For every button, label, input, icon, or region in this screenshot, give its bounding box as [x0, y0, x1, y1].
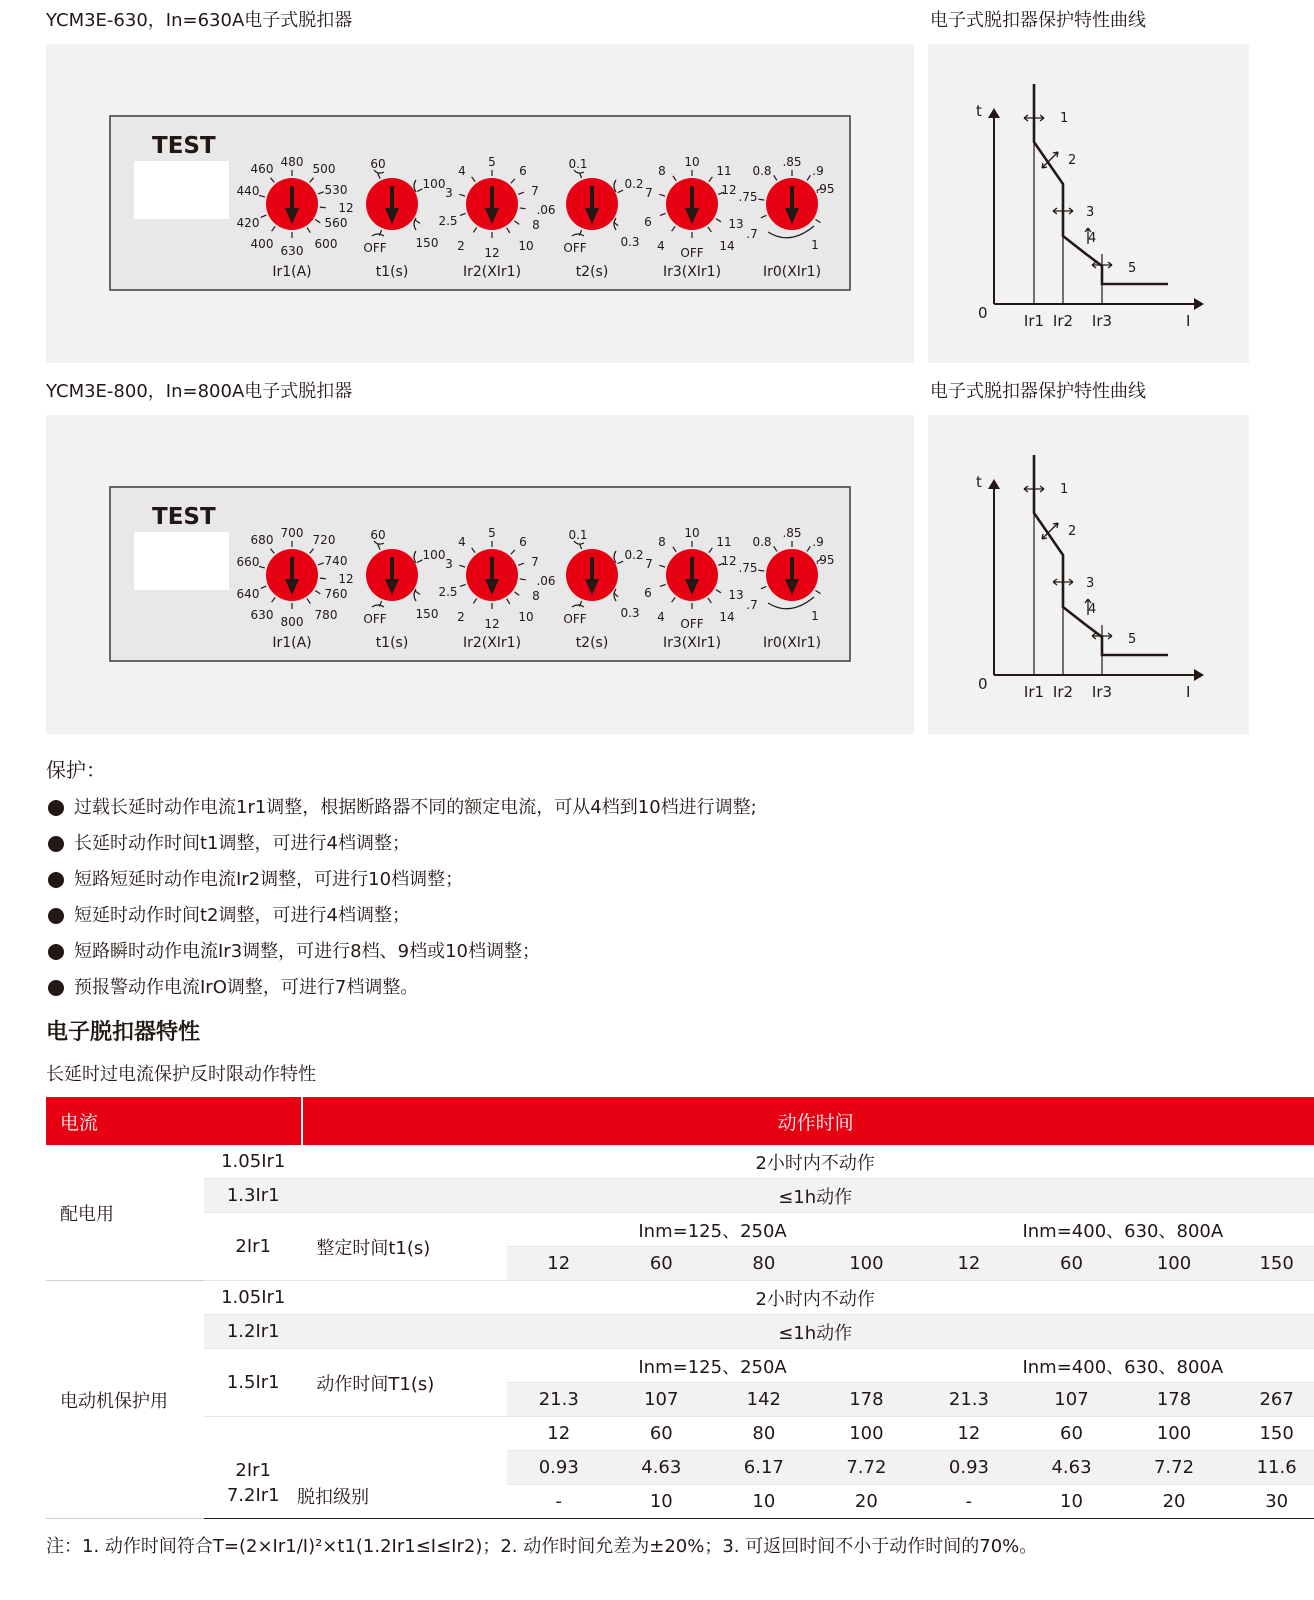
- dial-tick-label: 680: [250, 533, 274, 547]
- curve-group: [976, 455, 1204, 701]
- dial-tick-label: 0.3: [620, 235, 640, 249]
- origin-label: 0: [978, 675, 988, 693]
- dial-tick-label: 740: [324, 554, 348, 568]
- dial-tick-label: 150: [415, 607, 439, 621]
- table-row: [46, 1145, 1314, 1179]
- dial-tick-label: 3: [445, 557, 453, 571]
- table-cell: 150: [1225, 1247, 1314, 1281]
- zone-label: 4: [1088, 602, 1097, 617]
- bullet-icon: [48, 980, 64, 996]
- table-cell: 30: [1225, 1485, 1314, 1519]
- y-axis-arrow-icon: [988, 108, 1000, 118]
- x-tick-label: Ir3: [1091, 312, 1113, 330]
- table-cell: 142: [713, 1383, 816, 1417]
- dial-tick-label: 4: [458, 535, 466, 549]
- dial-tick-mark: [758, 199, 764, 200]
- table-row: [46, 1179, 1314, 1213]
- table-cell: 12: [918, 1247, 1021, 1281]
- footnote: 注：1. 动作时间符合T=(2×Ir1/I)²×t1(1.2Ir1≤I≤Ir2)；2. 动作时间允差为±20%；3. 可返回时间不小于动作时间的70%。: [46, 1536, 1038, 1557]
- dial-tick-label: .75: [738, 561, 758, 575]
- table-cell: 6.17: [713, 1451, 816, 1485]
- table-cell: ≤1h动作: [302, 1179, 1314, 1213]
- trip-curve-line: [1034, 455, 1168, 655]
- y-axis-label: t: [976, 102, 982, 120]
- section-subtitle: 长延时过电流保护反时限动作特性: [46, 1064, 316, 1085]
- dial-tick-mark: [520, 208, 526, 209]
- zone-label: 1: [1060, 482, 1069, 497]
- dial-tick-label: 7: [531, 184, 539, 198]
- zone-label: 5: [1128, 261, 1137, 276]
- table-row: [46, 1281, 1314, 1315]
- table-cell: 60: [610, 1417, 713, 1451]
- dial-tick-label: OFF: [680, 617, 704, 631]
- dial-caption: Ir3(XIr1): [662, 635, 722, 651]
- dial-caption: Ir1(A): [272, 264, 312, 280]
- dial-tick-label: 400: [250, 237, 274, 251]
- list-item: [46, 826, 757, 862]
- dial-tick-label: 3: [445, 186, 453, 200]
- dial-tick-label: 480: [280, 155, 304, 169]
- group-label: 配电用: [46, 1145, 204, 1281]
- protection-title: 保护：: [46, 758, 106, 782]
- dial-tick-label: 7: [645, 186, 653, 200]
- dial-tick-label: 1: [811, 609, 819, 623]
- table-cell: 1.3Ir1: [204, 1179, 302, 1213]
- dial-tick-label: 2: [457, 239, 465, 253]
- dial-tick-label: 8: [658, 164, 666, 178]
- zone-label: 3: [1086, 205, 1095, 220]
- table-cell: -: [918, 1485, 1021, 1519]
- dial-tick-label: 2: [457, 610, 465, 624]
- table-cell: 80: [713, 1247, 816, 1281]
- trip-unit-faceplate: [46, 415, 914, 734]
- zone-label: 2: [1068, 524, 1077, 539]
- dial-tick-label: 13: [728, 217, 744, 231]
- dial-tick-label: .85: [782, 155, 802, 169]
- dial-tick-label: 100: [422, 177, 446, 191]
- dial-caption: Ir3(XIr1): [662, 264, 722, 280]
- dial-tick-label: 0.2: [624, 548, 644, 562]
- table-cell: 1.5Ir1: [204, 1349, 302, 1417]
- table-row: [46, 1417, 1314, 1451]
- dial-caption: t1(s): [375, 264, 409, 280]
- y-axis-arrow-icon: [988, 479, 1000, 489]
- dial-tick-mark: [320, 207, 326, 208]
- panel-title: YCM3E-630，In=630A电子式脱扣器: [46, 10, 353, 31]
- x-tick-label: Ir2: [1052, 683, 1074, 701]
- x-tick-label: Ir1: [1023, 683, 1045, 701]
- table-cell: 12: [507, 1247, 610, 1281]
- curve-group: [976, 84, 1204, 330]
- list-item-text: 短延时动作时间t2调整，可进行4档调整；: [74, 905, 410, 926]
- dial-tick-label: 630: [280, 244, 304, 258]
- dial-tick-label: 700: [280, 526, 304, 540]
- table-cell: 178: [815, 1383, 918, 1417]
- protection-list: [46, 790, 757, 1006]
- dial-tick-label: 60: [370, 157, 386, 171]
- dial-tick-label: .06: [536, 203, 556, 217]
- characteristics-table: [46, 1097, 1314, 1519]
- table-row: [46, 1213, 1314, 1247]
- table-row: [46, 1349, 1314, 1383]
- dial-tick-label: 0.3: [620, 606, 640, 620]
- dial-tick-label: 8: [532, 218, 540, 232]
- x-tick-label: Ir1: [1023, 312, 1045, 330]
- dial-tick-label: 12: [484, 617, 500, 631]
- dial-caption: Ir1(A): [272, 635, 312, 651]
- table-cell: 12: [918, 1417, 1021, 1451]
- dial-tick-label: .85: [782, 526, 802, 540]
- table-cell: 100: [815, 1417, 918, 1451]
- dial-tick-label: 600: [314, 237, 338, 251]
- bullet-icon: [48, 800, 64, 816]
- table-cell: 20: [815, 1485, 918, 1519]
- dial-tick-label: 12: [338, 572, 354, 586]
- dial-tick-label: OFF: [563, 612, 587, 626]
- test-window: [134, 161, 229, 219]
- dial-tick-label: 7: [645, 557, 653, 571]
- table-cell: 100: [815, 1247, 918, 1281]
- table-cell: Inm=400、630、800A: [918, 1349, 1314, 1383]
- table-cell: 12: [507, 1417, 610, 1451]
- dial-tick-label: 7: [531, 555, 539, 569]
- dial-tick-label: 10: [518, 239, 534, 253]
- table-header-row: [46, 1097, 1314, 1145]
- dial-tick-mark: [758, 570, 764, 571]
- table-cell: 2Ir1: [204, 1213, 302, 1281]
- dial-tick-label: 12: [721, 554, 737, 568]
- dial-tick-label: 760: [324, 587, 348, 601]
- table-cell: 150: [1225, 1417, 1314, 1451]
- dial-tick-label: .7: [746, 227, 758, 241]
- table-cell: 11.6: [1225, 1451, 1314, 1485]
- table-cell: 10: [1020, 1485, 1123, 1519]
- table-cell: 21.3: [507, 1383, 610, 1417]
- table-row: [46, 1315, 1314, 1349]
- dial-tick-mark: [320, 578, 326, 579]
- dial-tick-label: 0.8: [752, 164, 772, 178]
- list-item: [46, 934, 757, 970]
- dial-tick-label: 800: [280, 615, 304, 629]
- group-label: 电动机保护用: [46, 1281, 204, 1519]
- table-cell: 7.72: [1123, 1451, 1226, 1485]
- dial-tick-label: 2.5: [438, 585, 458, 599]
- dial-tick-label: 12: [338, 201, 354, 215]
- trip-unit-panel: [46, 415, 914, 734]
- x-tick-label: Ir2: [1052, 312, 1074, 330]
- table-cell: Inm=125、250A: [507, 1349, 917, 1383]
- dial-tick-label: OFF: [680, 246, 704, 260]
- table-cell: 267: [1225, 1383, 1314, 1417]
- dial-caption: t2(s): [575, 635, 609, 651]
- dial-tick-label: 720: [312, 533, 336, 547]
- header-time: 动作时间: [302, 1097, 1314, 1145]
- table-cell: 10: [610, 1485, 713, 1519]
- curve-title: 电子式脱扣器保护特性曲线: [930, 10, 1146, 31]
- dial-tick-label: 13: [728, 588, 744, 602]
- dial-tick-label: 12: [721, 183, 737, 197]
- panel-title: YCM3E-800，In=800A电子式脱扣器: [46, 381, 353, 402]
- list-item-text: 长延时动作时间t1调整，可进行4档调整；: [74, 833, 410, 854]
- table-cell: 2小时内不动作: [302, 1145, 1314, 1179]
- table-cell: 7.72: [815, 1451, 918, 1485]
- table-cell: ≤1h动作: [302, 1315, 1314, 1349]
- y-axis-label: t: [976, 473, 982, 491]
- zone-label: 5: [1128, 632, 1137, 647]
- dial-tick-label: 4: [657, 239, 665, 253]
- dial-tick-label: 10: [684, 155, 700, 169]
- dial-caption: Ir2(XIr1): [462, 264, 522, 280]
- curve-panel: [928, 44, 1249, 363]
- dial-tick-label: 150: [415, 236, 439, 250]
- dial-tick-label: 12: [484, 246, 500, 260]
- dial-caption: t1(s): [375, 635, 409, 651]
- table-cell: 整定时间t1(s): [302, 1213, 507, 1281]
- table-cell: 4.63: [1020, 1451, 1123, 1485]
- dial-tick-label: 660: [236, 555, 260, 569]
- dial-tick-label: 440: [236, 184, 260, 198]
- dial-caption: Ir0(XIr1): [762, 635, 822, 651]
- trip-curve-line: [1034, 84, 1168, 284]
- dial-tick-label: 11: [716, 164, 732, 178]
- table-cell: 107: [1020, 1383, 1123, 1417]
- dial-tick-label: 4: [657, 610, 665, 624]
- dial-tick-label: 6: [519, 535, 527, 549]
- trip-unit-panel: [46, 44, 914, 363]
- dial-tick-label: 560: [324, 216, 348, 230]
- zone-label: 4: [1088, 231, 1097, 246]
- dial-tick-label: .06: [536, 574, 556, 588]
- dial-caption: t2(s): [575, 264, 609, 280]
- dial-tick-label: 500: [312, 162, 336, 176]
- x-tick-label: Ir3: [1091, 683, 1113, 701]
- dial-tick-label: 6: [519, 164, 527, 178]
- table-cell: 100: [1123, 1417, 1226, 1451]
- section-title: 电子脱扣器特性: [46, 1020, 201, 1045]
- curve-title: 电子式脱扣器保护特性曲线: [930, 381, 1146, 402]
- table-cell: 60: [1020, 1247, 1123, 1281]
- dial-tick-label: OFF: [363, 241, 387, 255]
- table-cell: 178: [1123, 1383, 1226, 1417]
- table-cell: 2Ir1: [235, 1459, 272, 1481]
- dial-tick-label: .95: [815, 553, 835, 567]
- list-item: [46, 790, 757, 826]
- table-row: [46, 1485, 1314, 1519]
- dial-tick-label: 0.1: [568, 157, 588, 171]
- dial-tick-label: 5: [488, 526, 496, 540]
- table-cell: 1.05Ir1: [204, 1281, 302, 1315]
- list-item: [46, 970, 757, 1006]
- dial-tick-label: 2.5: [438, 214, 458, 228]
- table-cell: 107: [610, 1383, 713, 1417]
- table-cell: 2小时内不动作: [302, 1281, 1314, 1315]
- trip-class-label: 脱扣级别: [297, 1487, 369, 1508]
- dial-tick-label: 780: [314, 608, 338, 622]
- origin-label: 0: [978, 304, 988, 322]
- dial-tick-label: 640: [236, 587, 260, 601]
- table-cell: 60: [1020, 1417, 1123, 1451]
- dial-tick-label: 6: [644, 586, 652, 600]
- zone-label: 3: [1086, 576, 1095, 591]
- x-axis-label: I: [1186, 312, 1191, 330]
- dial-tick-label: 1: [811, 238, 819, 252]
- dial-tick-label: 8: [532, 589, 540, 603]
- bullet-icon: [48, 944, 64, 960]
- dial-tick-label: .9: [812, 535, 824, 549]
- table-cell: 1.2Ir1: [204, 1315, 302, 1349]
- test-label: TEST: [152, 504, 216, 530]
- trip-unit-faceplate: [46, 44, 914, 363]
- dial-tick-label: .75: [738, 190, 758, 204]
- header-current: 电流: [46, 1097, 302, 1145]
- dial-tick-label: .7: [746, 598, 758, 612]
- test-window: [134, 532, 229, 590]
- list-item-text: 短路瞬时动作电流Ir3调整，可进行8档、9档或10档调整；: [74, 941, 540, 962]
- dial-tick-label: 60: [370, 528, 386, 542]
- dial-tick-label: 10: [684, 526, 700, 540]
- dial-tick-label: OFF: [363, 612, 387, 626]
- dial-tick-label: 6: [644, 215, 652, 229]
- zone-label: 2: [1068, 153, 1077, 168]
- dial-tick-label: 420: [236, 216, 260, 230]
- list-item-text: 过载长延时动作电流1r1调整，根据断路器不同的额定电流，可从4档到10档进行调整;: [74, 797, 757, 818]
- table-cell: 20: [1123, 1485, 1226, 1519]
- dial-tick-label: 0.1: [568, 528, 588, 542]
- dial-tick-label: 10: [518, 610, 534, 624]
- table-cell: 7.2Ir1: [204, 1485, 302, 1519]
- bullet-icon: [48, 872, 64, 888]
- table-cell: 21.3: [918, 1383, 1021, 1417]
- dial-tick-mark: [520, 579, 526, 580]
- dial-tick-label: 0.2: [624, 177, 644, 191]
- table-cell: 10: [713, 1485, 816, 1519]
- dial-caption: Ir0(XIr1): [762, 264, 822, 280]
- list-item: [46, 862, 757, 898]
- table-cell: 100: [1123, 1247, 1226, 1281]
- dial-tick-label: 4: [458, 164, 466, 178]
- dial-tick-label: 530: [324, 183, 348, 197]
- zone-label: 1: [1060, 111, 1069, 126]
- x-axis-arrow-icon: [1194, 298, 1204, 310]
- dial-tick-label: 14: [719, 239, 735, 253]
- table-cell: 0.93: [507, 1451, 610, 1485]
- x-axis-arrow-icon: [1194, 669, 1204, 681]
- list-item-text: 预报警动作电流IrO调整，可进行7档调整。: [74, 977, 419, 998]
- curve-panel: [928, 415, 1249, 734]
- table-cell: 0.93: [918, 1451, 1021, 1485]
- dial-tick-label: 630: [250, 608, 274, 622]
- list-item-text: 短路短延时动作电流Ir2调整，可进行10档调整；: [74, 869, 464, 890]
- dial-tick-label: OFF: [563, 241, 587, 255]
- dial-tick-label: 14: [719, 610, 735, 624]
- bullet-icon: [48, 908, 64, 924]
- dial-tick-label: .95: [815, 182, 835, 196]
- dial-caption: Ir2(XIr1): [462, 635, 522, 651]
- table-cell: Inm=400、630、800A: [918, 1213, 1314, 1247]
- protection-curve-chart: [928, 44, 1249, 363]
- dial-tick-label: 5: [488, 155, 496, 169]
- dial-tick-label: 0.8: [752, 535, 772, 549]
- x-axis-label: I: [1186, 683, 1191, 701]
- table-cell: 4.63: [610, 1451, 713, 1485]
- list-item: [46, 898, 757, 934]
- dial-tick-label: 8: [658, 535, 666, 549]
- dial-tick-label: 460: [250, 162, 274, 176]
- table-cell: Inm=125、250A: [507, 1213, 917, 1247]
- protection-curve-chart: [928, 415, 1249, 734]
- table-cell: 1.05Ir1: [204, 1145, 302, 1179]
- dial-tick-label: 11: [716, 535, 732, 549]
- test-label: TEST: [152, 133, 216, 159]
- table-cell: 60: [610, 1247, 713, 1281]
- table-cell: 80: [713, 1417, 816, 1451]
- table-cell: 动作时间T1(s): [302, 1349, 507, 1417]
- dial-tick-label: 100: [422, 548, 446, 562]
- table-cell: -: [507, 1485, 610, 1519]
- dial-tick-label: .9: [812, 164, 824, 178]
- bullet-icon: [48, 836, 64, 852]
